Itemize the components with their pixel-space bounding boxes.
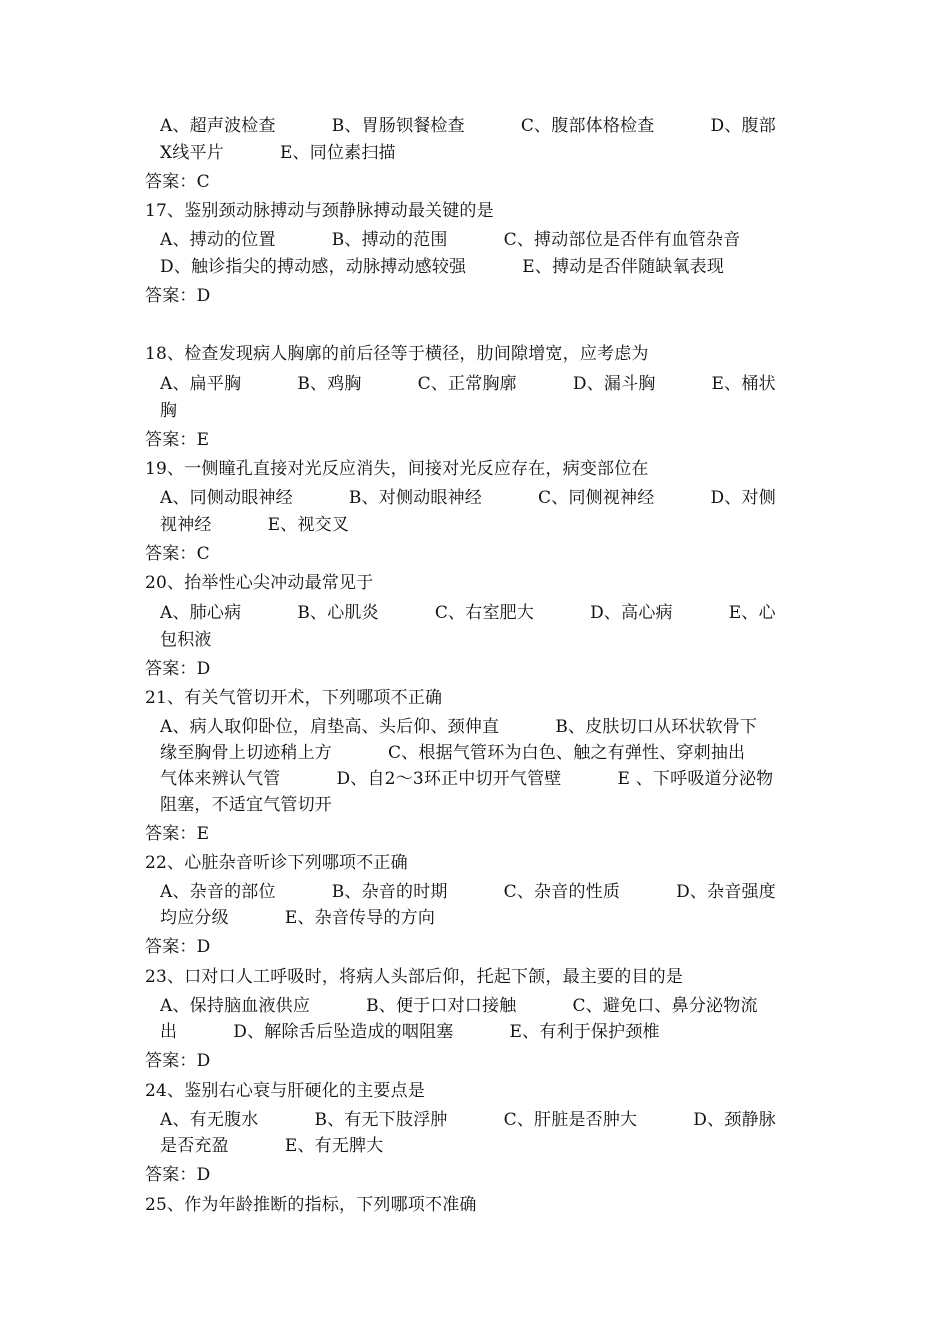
question-line: 23、口对口人工呼吸时，将病人头部后仰，托起下颌，最主要的目的是 xyxy=(145,967,684,987)
option-line: X线平片 E、同位素扫描 xyxy=(160,143,396,163)
option-line: 均应分级 E、杂音传导的方向 xyxy=(160,908,436,928)
option-line: 阻塞，不适宜气管切开 xyxy=(160,795,332,815)
question-line: 21、有关气管切开术，下列哪项不正确 xyxy=(145,688,443,708)
answer-line: 答案：D xyxy=(145,659,211,679)
question-line: 24、鉴别右心衰与肝硬化的主要点是 xyxy=(145,1081,426,1101)
option-line: 气体来辨认气管 D、自2～3环正中切开气管壁 E 、下呼吸道分泌物 xyxy=(160,769,774,789)
question-line: 20、抬举性心尖冲动最常见于 xyxy=(145,573,374,593)
answer-line: 答案：E xyxy=(145,824,210,844)
question-line: 22、心脏杂音听诊下列哪项不正确 xyxy=(145,853,408,873)
option-line: A、搏动的位置 B、搏动的范围 C、搏动部位是否伴有血管杂音 xyxy=(160,230,741,250)
option-line: 缘至胸骨上切迹稍上方 C、根据气管环为白色、触之有弹性、穿刺抽出 xyxy=(160,743,746,763)
option-line: A、保持脑血液供应 B、便于口对口接触 C、避免口、鼻分泌物流 xyxy=(160,996,758,1016)
answer-line: 答案：E xyxy=(145,430,210,450)
option-line: 出 D、解除舌后坠造成的咽阻塞 E、有利于保护颈椎 xyxy=(160,1022,660,1042)
answer-line: 答案：D xyxy=(145,937,211,957)
answer-line: 答案：C xyxy=(145,544,210,564)
option-line: 包积液 xyxy=(160,630,212,650)
answer-line: 答案：C xyxy=(145,172,210,192)
option-line: A、同侧动眼神经 B、对侧动眼神经 C、同侧视神经 D、对侧 xyxy=(160,488,776,508)
question-line: 19、一侧瞳孔直接对光反应消失，间接对光反应存在，病变部位在 xyxy=(145,459,649,479)
option-line: 胸 xyxy=(160,401,178,421)
answer-line: 答案：D xyxy=(145,1165,211,1185)
answer-line: 答案：D xyxy=(145,286,211,306)
answer-line: 答案：D xyxy=(145,1051,211,1071)
option-line: 是否充盈 E、有无脾大 xyxy=(160,1136,384,1156)
question-line: 18、检查发现病人胸廓的前后径等于横径，肋间隙增宽，应考虑为 xyxy=(145,344,649,364)
option-line: A、病人取仰卧位，肩垫高、头后仰、颈伸直 B、皮肤切口从环状软骨下 xyxy=(160,717,758,737)
option-line: A、杂音的部位 B、杂音的时期 C、杂音的性质 D、杂音强度 xyxy=(160,882,776,902)
option-line: A、扁平胸 B、鸡胸 C、正常胸廓 D、漏斗胸 E、桶状 xyxy=(160,374,776,394)
option-line: A、有无腹水 B、有无下肢浮肿 C、肝脏是否肿大 D、颈静脉 xyxy=(160,1110,776,1130)
option-line: A、肺心病 B、心肌炎 C、右室肥大 D、高心病 E、心 xyxy=(160,603,776,623)
question-line: 25、作为年龄推断的指标，下列哪项不准确 xyxy=(145,1195,477,1215)
question-line: 17、鉴别颈动脉搏动与颈静脉搏动最关键的是 xyxy=(145,201,494,221)
option-line: D、触诊指尖的搏动感，动脉搏动感较强 E、搏动是否伴随缺氧表现 xyxy=(160,257,725,277)
option-line: 视神经 E、视交叉 xyxy=(160,515,350,535)
option-line: A、超声波检查 B、胃肠钡餐检查 C、腹部体格检查 D、腹部 xyxy=(160,116,776,136)
